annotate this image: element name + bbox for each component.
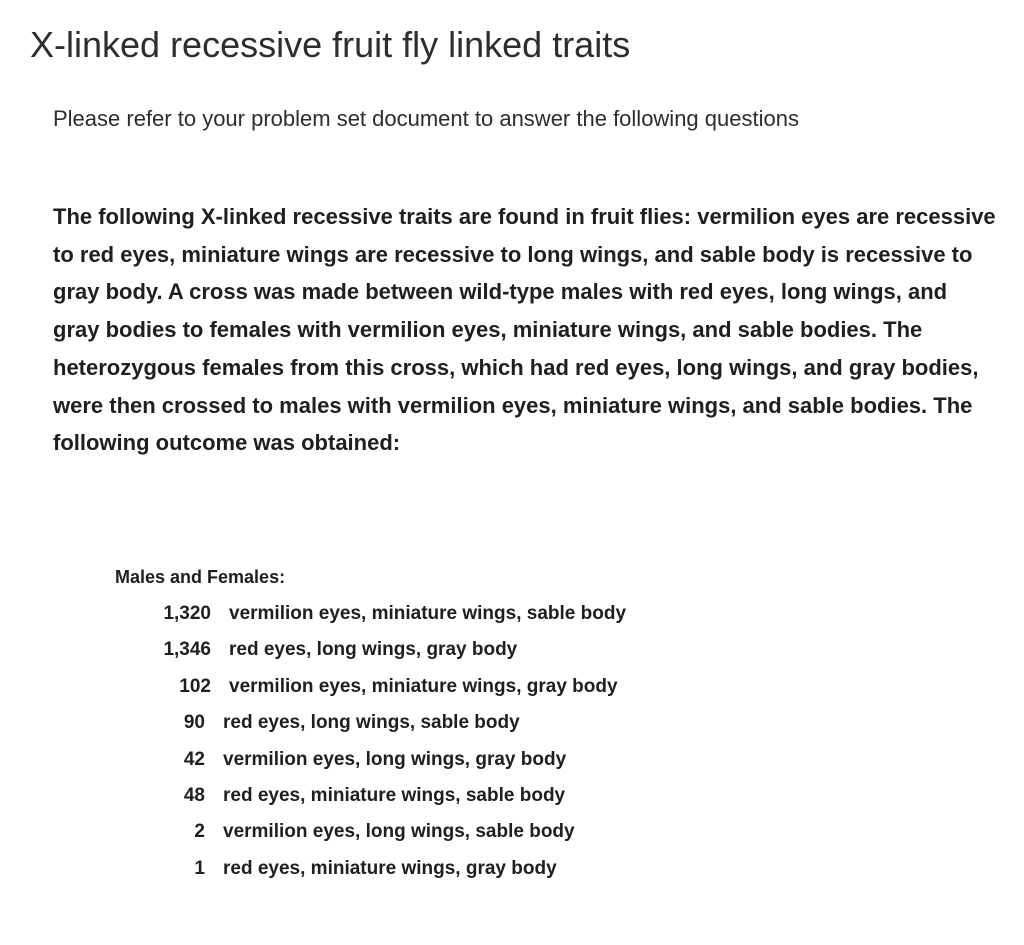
result-count: 102	[179, 675, 211, 697]
result-count: 1,320	[163, 603, 211, 624]
result-count: 1	[194, 857, 205, 879]
page-title: X-linked recessive fruit fly linked traits	[30, 24, 631, 65]
result-count: 90	[183, 712, 205, 734]
result-phenotype: vermilion eyes, miniature wings, sable body	[229, 603, 627, 624]
result-phenotype: vermilion eyes, miniature wings, gray body	[229, 675, 618, 697]
problem-statement: The following X-linked recessive traits are found in fruit flies: vermilion eyes are recessive to red eyes, miniature wings are recessive to long wings, and sable body is recessive to gray body. A cross was made between wild-type males with red eyes, long wings, and gray bodies to females with vermilion eyes, miniature wings, and sable bodies. The heterozygous females from this cross, which had red eyes, long wings, and gray bodies, were then crossed to males with vermilion eyes, miniature wings, and sable bodies. The following outcome was obtained:	[53, 204, 996, 456]
result-phenotype: red eyes, miniature wings, gray body	[223, 857, 557, 879]
result-phenotype: red eyes, long wings, gray body	[229, 639, 518, 661]
result-phenotype: vermilion eyes, long wings, gray body	[223, 748, 567, 770]
instructions-text: Please refer to your problem set document to answer the following questions	[53, 106, 799, 131]
results-heading: Males and Females:	[115, 567, 286, 587]
result-count: 42	[183, 748, 205, 770]
result-count: 1,346	[163, 639, 211, 661]
result-count: 48	[183, 784, 205, 806]
result-phenotype: vermilion eyes, long wings, sable body	[223, 821, 575, 843]
result-count: 2	[194, 821, 205, 843]
result-phenotype: red eyes, miniature wings, sable body	[223, 784, 566, 806]
result-phenotype: red eyes, long wings, sable body	[223, 712, 520, 734]
